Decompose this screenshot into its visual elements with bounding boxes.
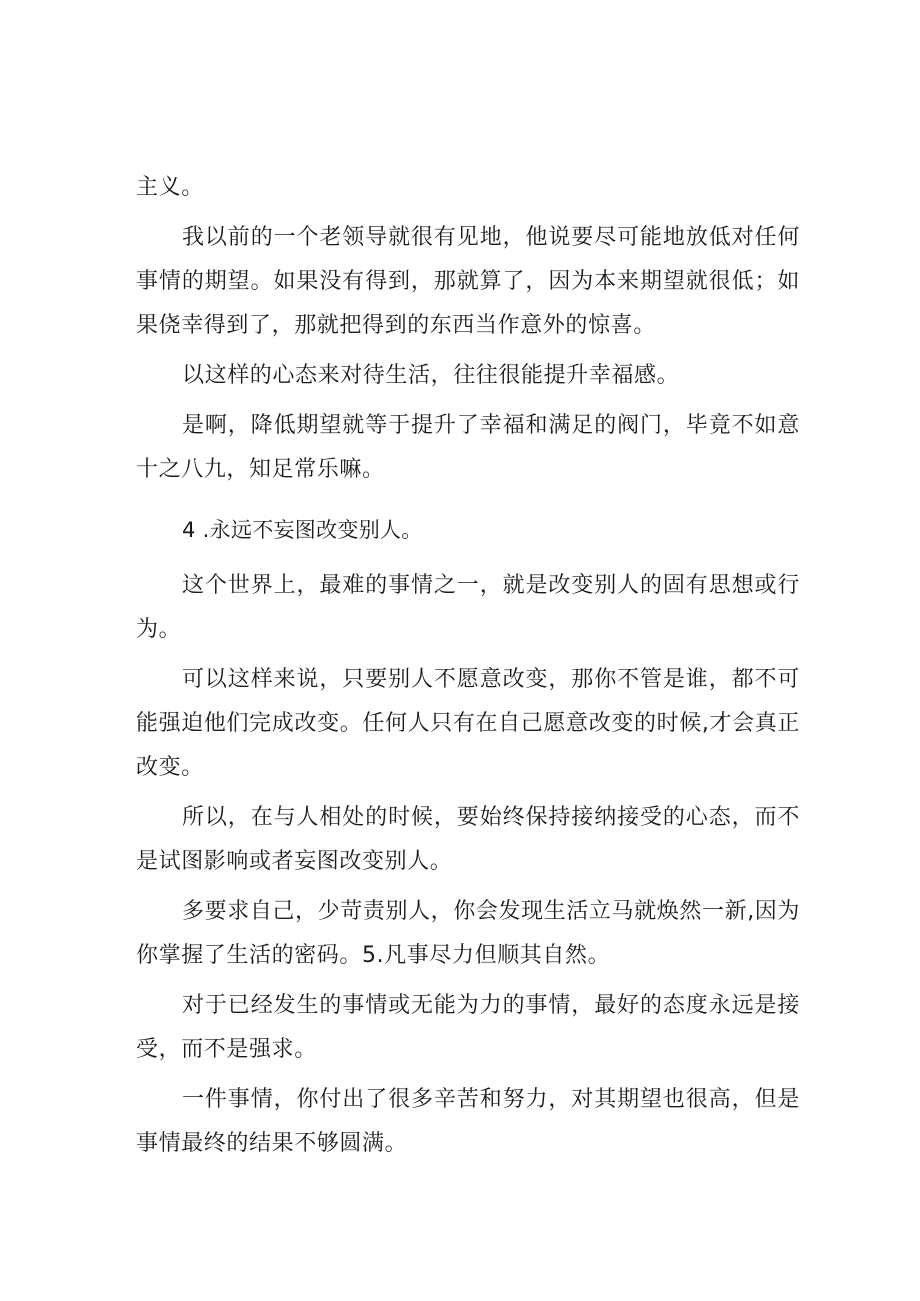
paragraph-effort: 一件事情，你付出了很多辛苦和努力，对其期望也很高，但是事情最终的结果不够圆满。 [136,1087,800,1156]
paragraph-hardest-thing: 这个世界上，最难的事情之一，就是改变别人的固有思想或行为。 [136,573,800,642]
document-page [136,166,800,1166]
paragraph-lower-expectations: 是啊，降低期望就等于提升了幸福和满足的阀门，毕竟不如意十之八九，知足常乐嘛。 [136,413,800,482]
paragraph-continuation: 主义。 [136,175,204,200]
paragraph-accept-outcome: 对于已经发生的事情或无能为力的事情，最好的态度永远是接受，而不是强求。 [136,993,800,1062]
paragraph-happiness: 以这样的心态来对待生活，往往很能提升幸福感。 [182,363,680,388]
section-heading-4: 4 .永远不妄图改变别人。 [182,518,423,542]
paragraph-acceptance: 所以，在与人相处的时候，要始终保持接纳接受的心态，而不是试图影响或者妄图改变别人。 [136,805,800,874]
paragraph-demand-self: 多要求自己，少苛责别人，你会发现生活立马就焕然一新,因为你掌握了生活的密码。5.凡事尽力但顺其自然。 [136,899,800,968]
paragraph-old-leader: 我以前的一个老领导就很有见地，他说要尽可能地放低对任何事情的期望。如果没有得到，那就算了，因为本来期望就很低；如果侥幸得到了，那就把得到的东西当作意外的惊喜。 [136,225,800,338]
paragraph-willing-to-change: 可以这样来说，只要别人不愿意改变，那你不管是谁，都不可能强迫他们完成改变。任何人只有在自己愿意改变的时候,才会真正改变。 [136,667,800,780]
